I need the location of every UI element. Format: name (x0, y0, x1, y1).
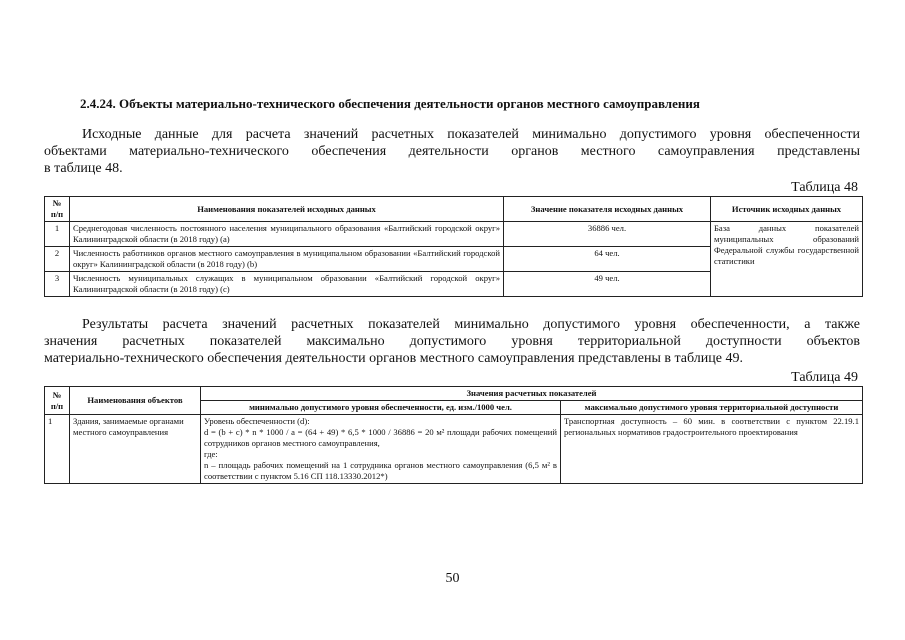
intro-line-1: Исходные данные для расчета значений расчетных показателей минимально допустимого уровня обеспеченности (82, 127, 860, 142)
results-paragraph (44, 316, 860, 367)
t49-row1-num: 1 (45, 415, 70, 484)
t49-header-max: максимально допустимого уровня территориальной доступности (561, 401, 863, 415)
t49-min-line-4: n – площадь рабочих помещений на 1 сотрудника органов местного самоуправления (6,5 м² в соответствии с пунктом 5.16 СП 118.13330.2012*) (204, 460, 557, 481)
table48-caption: Таблица 48 (791, 180, 858, 195)
results-line-3: материально-технического обеспечения деятельности органов местного самоуправления представлены в таблице 49. (44, 351, 743, 366)
table-49 (44, 386, 863, 484)
page-number: 50 (445, 571, 460, 586)
t48-source: База данных показателей муниципальных образований Федеральной службы государственной статистики (711, 222, 863, 297)
table-48 (44, 196, 863, 297)
t48-header-source: Источник исходных данных (711, 197, 863, 222)
t48-row1-value: 36886 чел. (504, 222, 711, 247)
intro-line-2: объектами материально-технического обеспечения деятельности органов местного самоуправления представлены (44, 144, 860, 159)
t49-row1-min (201, 415, 561, 484)
t49-header-num: № п/п (45, 387, 70, 415)
table49-caption: Таблица 49 (791, 370, 858, 385)
t49-header-values: Значения расчетных показателей (201, 387, 863, 401)
t48-row3-value: 49 чел. (504, 272, 711, 297)
t48-header-name: Наименования показателей исходных данных (70, 197, 504, 222)
t48-row3-name: Численность муниципальных служащих в муниципальном образовании «Балтийский городской округ» Калининградской области (в 2018 году) (c) (70, 272, 504, 297)
section-heading: 2.4.24. Объекты материально-технического обеспечения деятельности органов местного самоуправления (80, 96, 700, 111)
t49-header-name: Наименования объектов (70, 387, 201, 415)
results-line-2: значения расчетных показателей максимально допустимого уровня территориальной доступности объектов (44, 334, 860, 349)
t49-header-min: минимально допустимого уровня обеспеченности, ед. изм./1000 чел. (201, 401, 561, 415)
t49-row1-name: Здания, занимаемые органами местного самоуправления (70, 415, 201, 484)
t49-row1-max: Транспортная доступность – 60 мин. в соответствии с пунктом 22.19.1 региональных нормативов градостроительного проектирования (561, 415, 863, 484)
table-row (45, 415, 863, 484)
t49-min-line-3: где: (204, 449, 218, 459)
intro-paragraph (44, 126, 860, 177)
t48-row1-name: Среднегодовая численность постоянного населения муниципального образования «Балтийский городской округ» Калининградской области (в 2018 году) (a) (70, 222, 504, 247)
results-line-1: Результаты расчета значений расчетных показателей минимально допустимого уровня обеспеченности, а также (82, 317, 860, 332)
intro-line-3: в таблице 48. (44, 161, 123, 176)
t48-row2-value: 64 чел. (504, 247, 711, 272)
t48-header-num: № п/п (45, 197, 70, 222)
table-row (45, 222, 863, 247)
t48-header-value: Значение показателя исходных данных (504, 197, 711, 222)
t48-row2-name: Численность работников органов местного самоуправления в муниципальном образовании «Балтийский городской округ» Калининградской области (в 2018 году) (b) (70, 247, 504, 272)
t48-row3-num: 3 (45, 272, 70, 297)
t48-row2-num: 2 (45, 247, 70, 272)
t48-row1-num: 1 (45, 222, 70, 247)
t49-min-line-2: d = (b + c) * n * 1000 / a = (64 + 49) * 6,5 * 1000 / 36886 = 20 м² площади рабочих помещений сотрудников органов местного самоуправления, (204, 427, 557, 448)
t49-min-line-1: Уровень обеспеченности (d): (204, 416, 310, 426)
